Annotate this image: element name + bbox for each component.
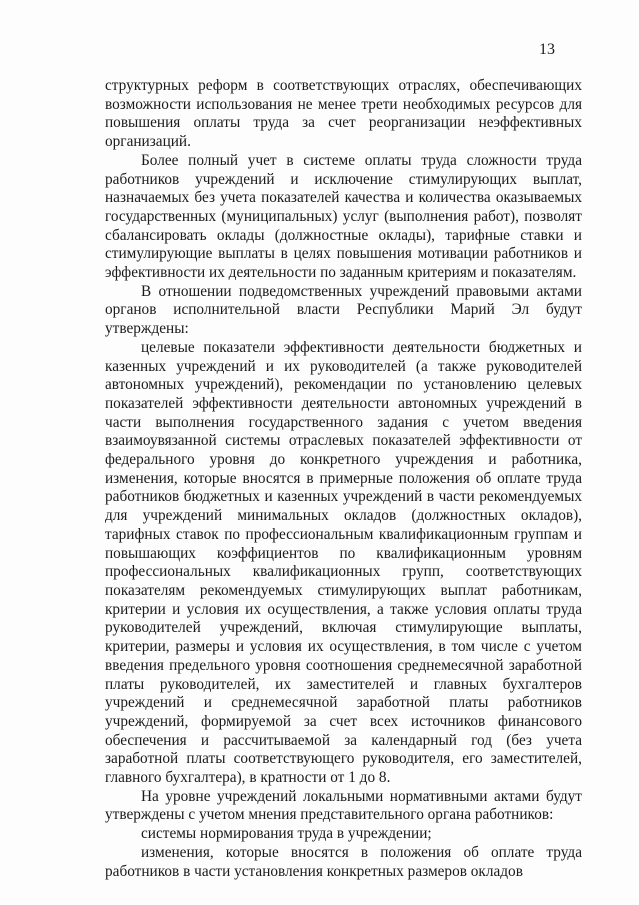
page-number: 13 xyxy=(539,41,555,58)
paragraph-labor-norms: системы нормирования труда в учреждении; xyxy=(141,825,432,843)
paragraph-target-indicators: целевые показатели эффективности деятельности бюджетных и казенных учреждений и их руководителей (а также руководителей автономных учреждений), рекомендации по установлению целевых показателей эффективности деятельности автономных учреждений в части выполнения государственного задания с учетом введения взаимоувязанной системы отраслевых показателей эффективности от федерального уровня до конкретного учреждения и работника, изменения, которые вносятся в примерные положения об оплате труда работников бюджетных и казенных учреждений в части рекомендуемых для учреждений минимальных окладов (должностных окладов), тарифных ставок по профессиональным квалификационным группам и повышающих коэффициентов по квалификационным уровням профессиональных квалификационных групп, соответствующих показателям рекомендуемых стимулирующих выплат работникам, критерии и условия их осуществления, а также условия оплаты труда руководителей учреждений, включая стимулирующие выплаты, критерии, размеры и условия их осуществления, в том числе с учетом введения предельного уровня соотношения среднемесячной заработной платы руководителей, их заместителей и главных бухгалтеров учреждений и среднемесячной заработной платы работников учреждений, формируемой за счет всех источников финансового обеспечения и рассчитываемой за календарный год (без учета заработной платы соответствующего руководителя, его заместителей, главного бухгалтера), в кратности от 1 до 8. xyxy=(105,338,582,787)
paragraph-subordinate-institutions: В отношении подведомственных учреждений правовыми актами органов исполнительной власти Республики Марий Эл будут утверждены: xyxy=(105,282,582,338)
paragraph-continuation: структурных реформ в соответствующих отраслях, обеспечивающих возможности использования не менее трети необходимых ресурсов для повышения оплаты труда за счет реорганизации неэффективных организаций. xyxy=(105,77,582,151)
paragraph-salary-changes: изменения, которые вносятся в положения об оплате труда работников в части установления конкретных размеров окладов xyxy=(105,843,582,880)
document-body xyxy=(105,77,582,881)
paragraph-pay-system: Более полный учет в системе оплаты труда сложности труда работников учреждений и исключение стимулирующих выплат, назначаемых без учета показателей качества и количества оказываемых государственных (муниципальных) услуг (выполнения работ), позволят сбалансировать оклады (должностные оклады), тарифные ставки и стимулирующие выплаты в целях повышения мотивации работников и эффективности их деятельности по заданным критериям и показателям. xyxy=(105,151,582,282)
paragraph-local-acts: На уровне учреждений локальными нормативными актами будут утверждены с учетом мнения представительного органа работников: xyxy=(105,787,582,824)
